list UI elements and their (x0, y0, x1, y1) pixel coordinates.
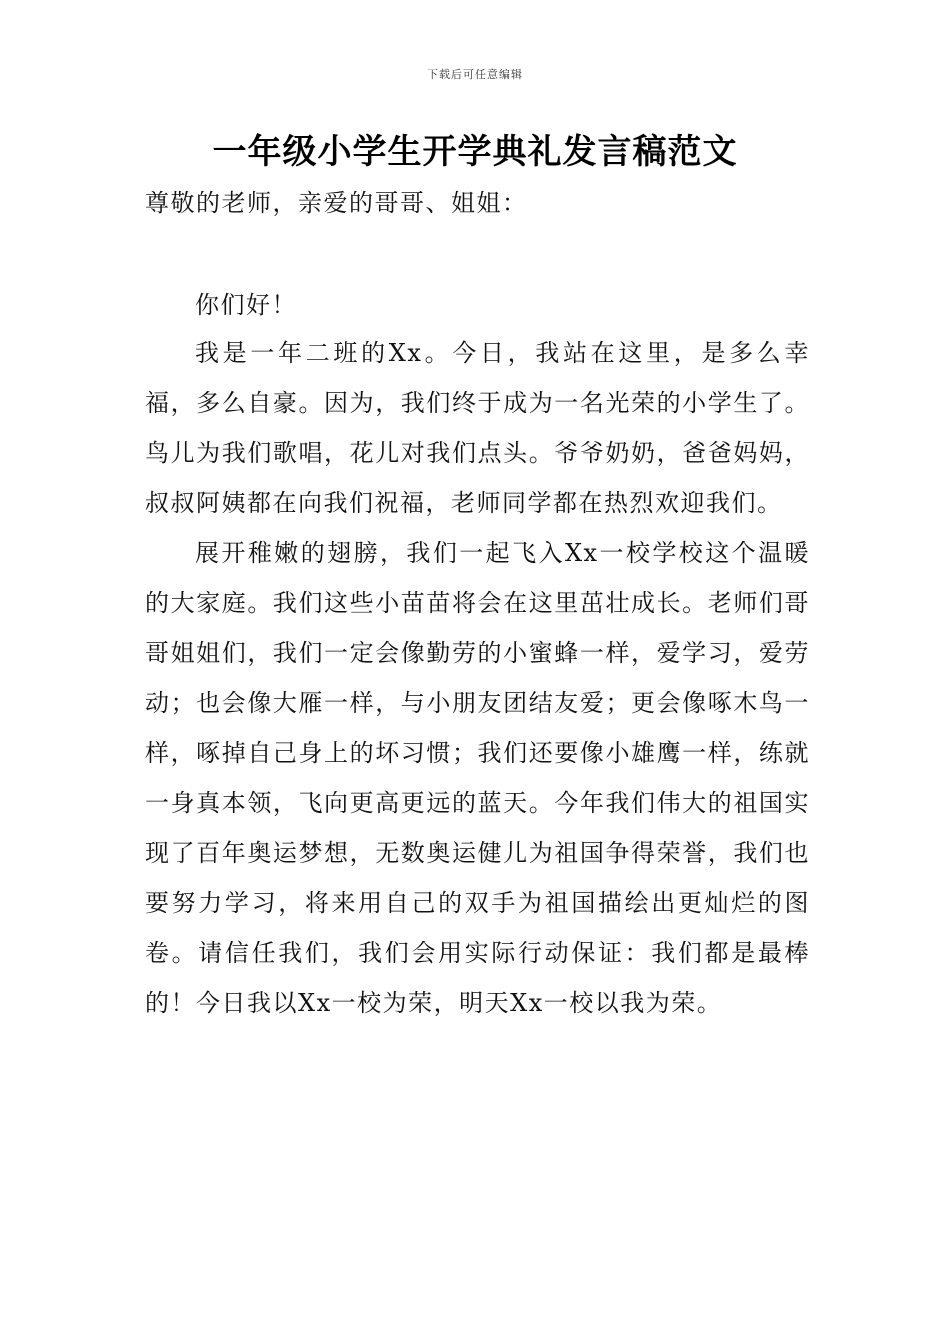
header-note: 下载后可任意编辑 (427, 68, 523, 81)
paragraph-2: 展开稚嫩的翅膀，我们一起飞入Xx一校学校这个温暖的大家庭。我们这些小苗苗将会在这里茁壮成长。老师们哥哥姐姐们，我们一定会像勤劳的小蜜蜂一样，爱学习，爱劳动；也会像大雁一样，与小朋友团结友爱；更会像啄木鸟一样，啄掉自己身上的坏习惯；我们还要像小雄鹰一样，练就一身真本领，飞向更高更远的蓝天。今年我们伟大的祖国实现了百年奥运梦想，无数奥运健儿为祖国争得荣誉，我们也要努力学习，将来用自己的双手为祖国描绘出更灿烂的图卷。请信任我们，我们会用实际行动保证：我们都是最棒的！今日我以Xx一校为荣，明天Xx一校以我为荣。 (145, 539, 810, 1017)
salutation: 尊敬的老师，亲爱的哥哥、姐姐： (145, 189, 528, 217)
greeting: 你们好！ (195, 291, 297, 319)
paragraph-1: 我是一年二班的Xx。今日，我站在这里，是多么幸福，多么自豪。因为，我们终于成为一名光荣的小学生了。鸟儿为我们歌唱，花儿对我们点头。爷爷奶奶，爸爸妈妈，叔叔阿姨都在向我们祝福，老师同学都在热烈欢迎我们。 (145, 339, 810, 517)
document-title: 一年级小学生开学典礼发言稿范文 (212, 132, 738, 172)
